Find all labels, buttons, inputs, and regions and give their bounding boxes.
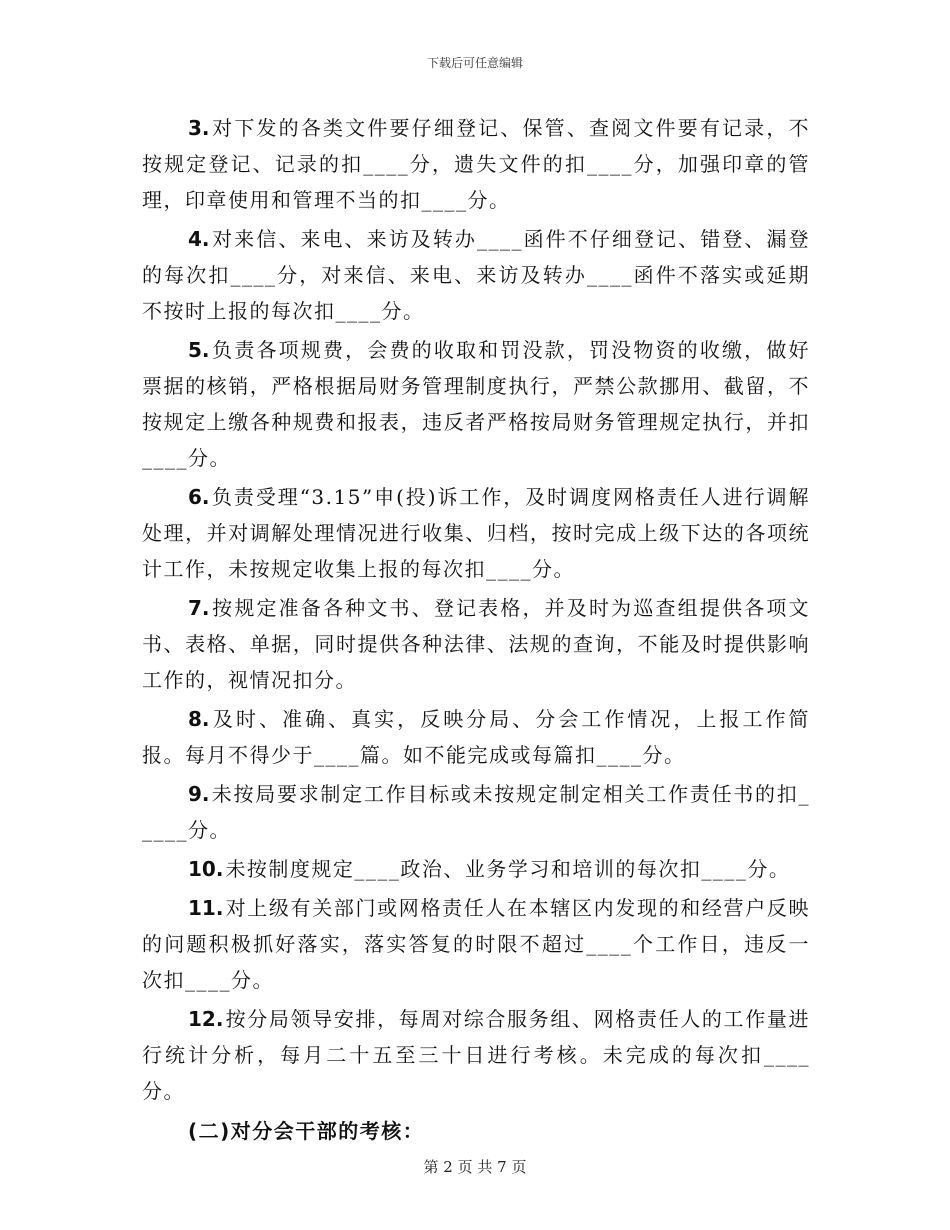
section-heading: (二)对分会干部的考核： bbox=[188, 1119, 425, 1143]
list-item bbox=[142, 851, 810, 887]
item-number: 8. bbox=[188, 707, 210, 731]
item-number: 3. bbox=[188, 116, 210, 140]
item-text: 对上级有关部门或网格责任人在本辖区内发现的和经营户反映的问题积极抓好落实，落实答复的时限不超过____个工作日，违反一次扣____分。 bbox=[142, 896, 810, 992]
list-item bbox=[142, 332, 810, 476]
document-body bbox=[142, 110, 810, 1149]
list-item bbox=[142, 221, 810, 329]
item-text: 负责各项规费，会费的收取和罚没款，罚没物资的收缴，做好票据的核销，严格根据局财务管理制度执行，严禁公款挪用、截留，不按规定上缴各种规费和报表，违反者严格按局财务管理规定执行，并扣____分。 bbox=[142, 338, 810, 470]
item-number: 7. bbox=[188, 596, 210, 620]
item-text: 按规定准备各种文书、登记表格，并及时为巡查组提供各项文书、表格、单据，同时提供各种法律、法规的查询，不能及时提供影响工作的，视情况扣分。 bbox=[142, 596, 810, 692]
list-item bbox=[142, 479, 810, 587]
item-number: 11. bbox=[188, 896, 224, 920]
list-item bbox=[142, 890, 810, 998]
item-text: 及时、准确、真实，反映分局、分会工作情况，上报工作简报。每月不得少于____篇。如不能完成或每篇扣____分。 bbox=[142, 707, 810, 767]
item-text: 负责受理“3.15”申(投)诉工作，及时调度网格责任人进行调解处理，并对调解处理情况进行收集、归档，按时完成上级下达的各项统计工作，未按规定收集上报的每次扣____分。 bbox=[142, 485, 810, 581]
item-number: 4. bbox=[188, 227, 210, 251]
item-text: 对下发的各类文件要仔细登记、保管、查阅文件要有记录，不按规定登记、记录的扣____分，遗失文件的扣____分，加强印章的管理，印章使用和管理不当的扣____分。 bbox=[142, 116, 810, 212]
list-item bbox=[142, 590, 810, 698]
list-item bbox=[142, 110, 810, 218]
item-number: 9. bbox=[188, 782, 210, 806]
page-number: 第 2 页 共 7 页 bbox=[423, 1158, 527, 1176]
item-number: 10. bbox=[188, 857, 224, 881]
item-text: 未按局要求制定工作目标或未按规定制定相关工作责任书的扣_____分。 bbox=[142, 782, 810, 842]
list-item bbox=[142, 701, 810, 773]
item-number: 6. bbox=[188, 485, 210, 509]
item-text: 对来信、来电、来访及转办____函件不仔细登记、错登、漏登的每次扣____分，对来信、来电、来访及转办____函件不落实或延期不按时上报的每次扣____分。 bbox=[142, 227, 810, 323]
page-header: 下载后可任意编辑 bbox=[426, 56, 523, 70]
item-number: 5. bbox=[188, 338, 210, 362]
list-item bbox=[142, 776, 810, 848]
list-item bbox=[142, 1001, 810, 1109]
item-text: 按分局领导安排，每周对综合服务组、网格责任人的工作量进行统计分析，每月二十五至三十日进行考核。未完成的每次扣____分。 bbox=[142, 1007, 810, 1103]
item-number: 12. bbox=[188, 1007, 224, 1031]
item-text: 未按制度规定____政治、业务学习和培训的每次扣____分。 bbox=[225, 857, 791, 881]
